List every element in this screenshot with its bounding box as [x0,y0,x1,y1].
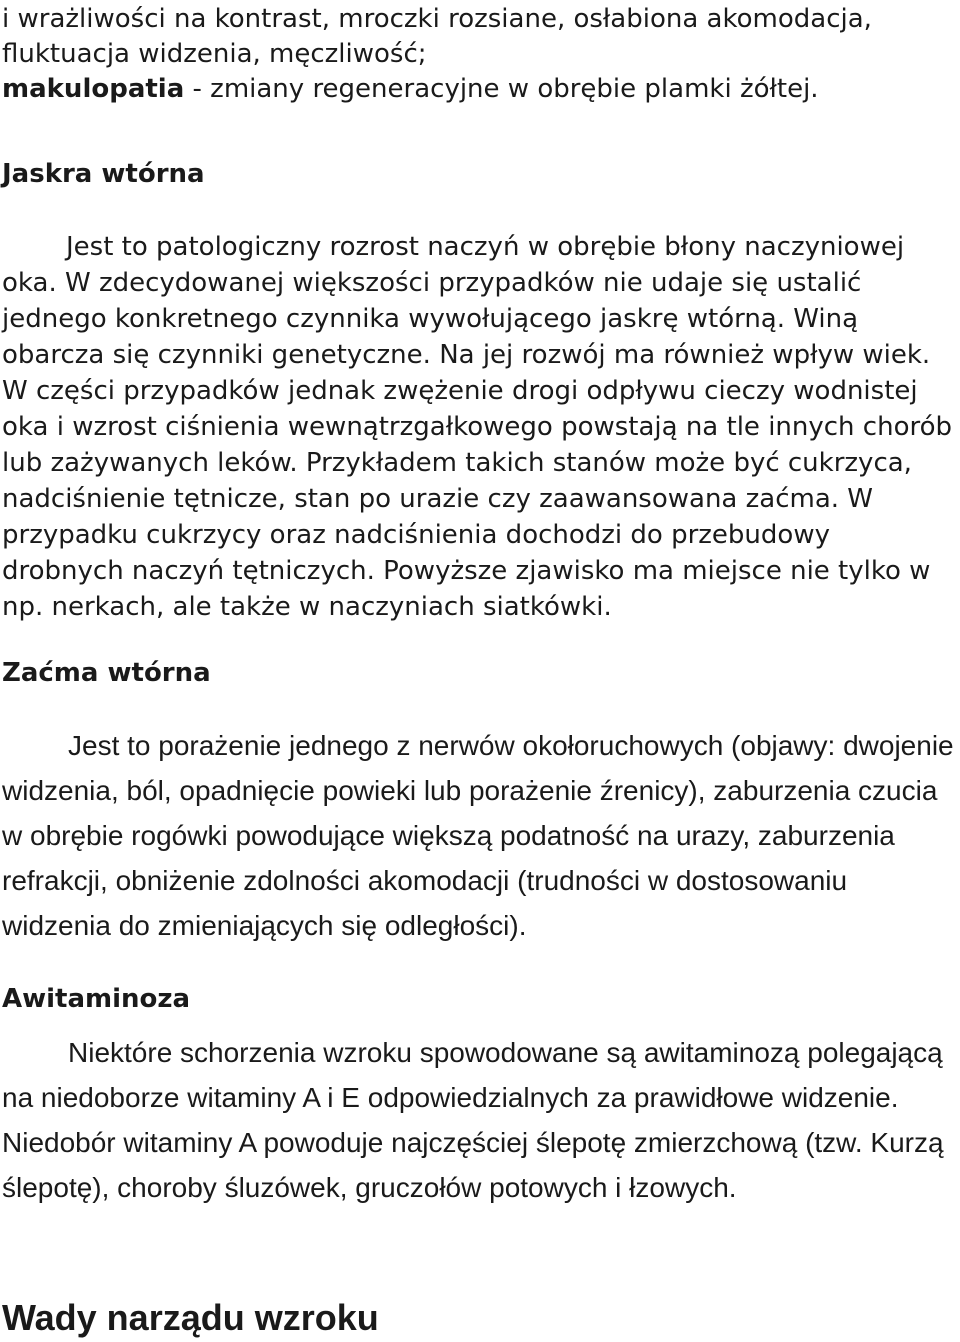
term-definition: - zmiany regeneracyjne w obrębie plamki żółtej. [184,74,819,104]
intro-line: i wrażliwości na kontrast, mroczki rozsiane, osłabiona akomodacja, fluktuacja widzenia, męczliwość; [2,4,872,69]
paragraph-jaskra-wtorna: Jest to patologiczny rozrost naczyń w obrębie błony naczyniowej oka. W zdecydowanej większości przypadków nie udaje się ustalić jednego konkretnego czynnika wywołującego jaskrę wtórną. Winą obarcza się czynniki genetyczne. Na jej rozwój ma również wpływ wiek. W części przypadków jednak zwężenie drogi odpływu cieczy wodnistej oka i wzrost ciśnienia wewnątrzgałkowego powstają na tle innych chorób lub zażywanych leków. Przykładem takich stanów może być cukrzyca, nadciśnienie tętnicze, stan po urazie czy zaawansowana zaćma. W przypadku cukrzycy oraz nadciśnienia dochodzi do przebudowy drobnych naczyń tętniczych. Powyższe zjawisko ma miejsce nie tylko w np. nerkach, ale także w naczyniach siatkówki. [2,232,953,622]
paragraph-awitaminoza: Niektóre schorzenia wzroku spowodowane są awitaminozą polegającą na niedoborze witaminy A i E odpowiedzialnych za prawidłowe widzenie. Niedobór witaminy A powoduje najczęściej ślepotę zmierzchową (tzw. Kurzą ślepotę), choroby śluzówek, gruczołów potowych i łzowych. [2,1037,944,1203]
term-makulopatia: makulopatia [2,74,185,104]
intro-block [2,2,957,107]
heading-jaskra-wtorna: Jaskra wtórna [2,159,205,189]
paragraph-zacma-wtorna: Jest to porażenie jednego z nerwów okołoruchowych (objawy: dwojenie widzenia, ból, opadnięcie powieki lub porażenie źrenicy), zaburzenia czucia w obrębie rogówki powodujące większą podatność na urazy, zaburzenia refrakcji, obniżenie zdolności akomodacji (trudności w dostosowaniu widzenia do zmieniających się odległości). [2,730,954,941]
heading-awitaminoza: Awitaminoza [2,984,191,1014]
intro-term-line [2,72,957,107]
heading-wady-narzadu-wzroku: Wady narządu wzroku [2,1297,379,1338]
heading-zacma-wtorna: Zaćma wtórna [2,658,211,688]
